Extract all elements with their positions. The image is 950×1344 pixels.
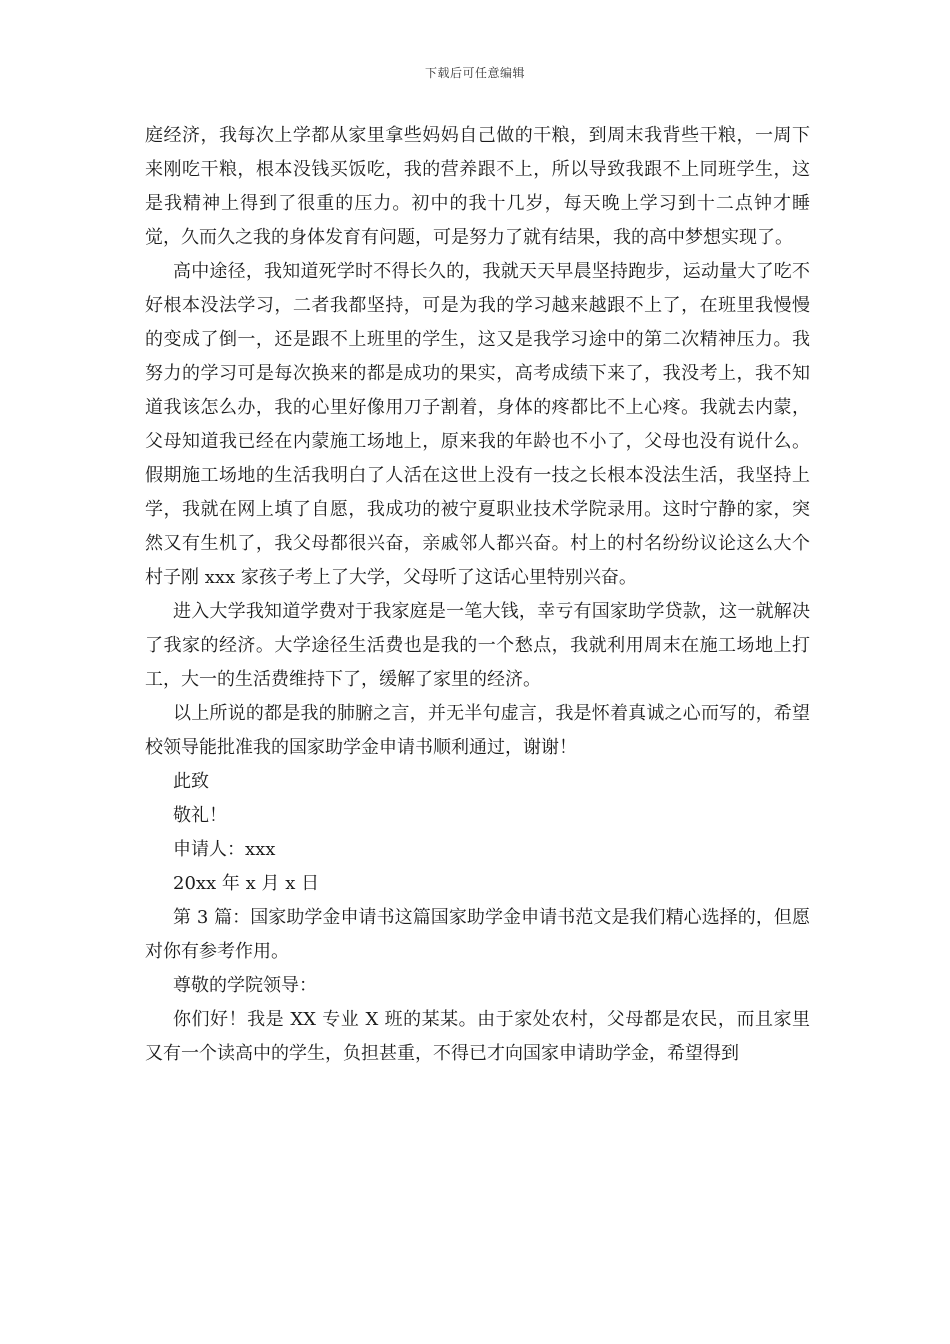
paragraph-closing-statement: 以上所说的都是我的肺腑之言，并无半句虚言，我是怀着真诚之心而写的，希望校领导能批准我的国家助学金申请书顺利通过，谢谢！ bbox=[145, 703, 810, 758]
document-body bbox=[145, 119, 810, 1071]
greeting-line: 尊敬的学院领导： bbox=[173, 975, 317, 996]
paragraph-continuation: 庭经济，我每次上学都从家里拿些妈妈自己做的干粮，到周末我背些干粮，一周下来刚吃干粮，根本没钱买饭吃，我的营养跟不上，所以导致我跟不上同班学生，这是我精神上得到了很重的压力。初中的我十几岁，每天晚上学习到十二点钟才睡觉，久而久之我的身体发育有问题，可是努力了就有结果，我的高中梦想实现了。 bbox=[145, 125, 810, 248]
paragraph-high-school: 高中途径，我知道死学时不得长久的，我就天天早晨坚持跑步，运动量大了吃不好根本没法学习，二者我都坚持，可是为我的学习越来越跟不上了，在班里我慢慢的变成了倒一，还是跟不上班里的学生，这又是我学习途中的第二次精神压力。我努力的学习可是每次换来的都是成功的果实，高考成绩下来了，我没考上，我不知道我该怎么办，我的心里好像用刀子割着，身体的疼都比不上心疼。我就去内蒙，父母知道我已经在内蒙施工场地上，原来我的年龄也不小了，父母也没有说什么。假期施工场地的生活我明白了人活在这世上没有一技之长根本没法生活，我坚持上学，我就在网上填了自愿，我成功的被宁夏职业技术学院录用。这时宁静的家，突然又有生机了，我父母都很兴奋，亲戚邻人都兴奋。村上的村名纷纷议论这么大个村子刚 xxx 家孩子考上了大学，父母听了这话心里特别兴奋。 bbox=[145, 261, 810, 588]
page-header: 下载后可任意编辑 bbox=[424, 66, 525, 80]
salutation-jingli: 敬礼！ bbox=[173, 805, 227, 826]
date-line: 20xx 年 x 月 x 日 bbox=[173, 873, 320, 894]
paragraph-university: 进入大学我知道学费对于我家庭是一笔大钱，幸亏有国家助学贷款，这一就解决了我家的经济。大学途径生活费也是我的一个愁点，我就利用周末在施工场地上打工，大一的生活费维持下了，缓解了家里的经济。 bbox=[145, 601, 810, 690]
applicant-line: 申请人：xxx bbox=[173, 839, 276, 860]
section-3-intro: 第 3 篇：国家助学金申请书这篇国家助学金申请书范文是我们精心选择的，但愿对你有参考作用。 bbox=[145, 907, 810, 962]
salutation-zhizhi: 此致 bbox=[173, 771, 209, 792]
paragraph-introduction: 你们好！我是 XX 专业 X 班的某某。由于家处农村，父母都是农民，而且家里又有一个读高中的学生，负担甚重，不得已才向国家申请助学金，希望得到 bbox=[145, 1009, 810, 1064]
